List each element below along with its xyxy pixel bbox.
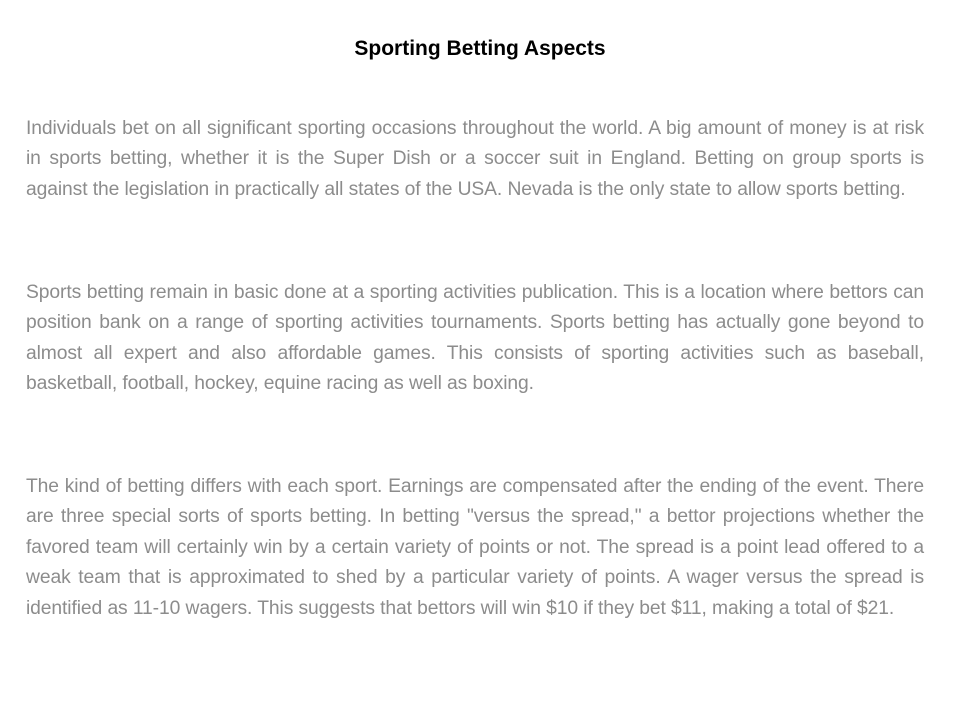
paragraph-3: The kind of betting differs with each sport. Earnings are compensated after the ending of the event. There are three special sorts of sports betting. In betting "versus the spread," a bettor projections whether the favored team will certainly win by a certain variety of points or not. The spread is a point lead offered to a weak team that is approximated to shed by a particular variety of points. A wager versus the spread is identified as 11-10 wagers. This suggests that bettors will win $10 if they bet $11, making a total of $21. xyxy=(26,476,924,619)
page-title: Sporting Betting Aspects xyxy=(354,37,606,60)
paragraph-1: Individuals bet on all significant sporting occasions throughout the world. A big amount of money is at risk in sports betting, whether it is the Super Dish or a soccer suit in England. Betting on group sports is against the legislation in practically all states of the USA. Nevada is the only state to allow sports betting. xyxy=(26,118,924,200)
paragraph-2: Sports betting remain in basic done at a sporting activities publication. This is a location where bettors can position bank on a range of sporting activities tournaments. Sports betting has actually gone beyond to almost all expert and also affordable games. This consists of sporting activities such as baseball, basketball, football, hockey, equine racing as well as boxing. xyxy=(26,282,924,395)
